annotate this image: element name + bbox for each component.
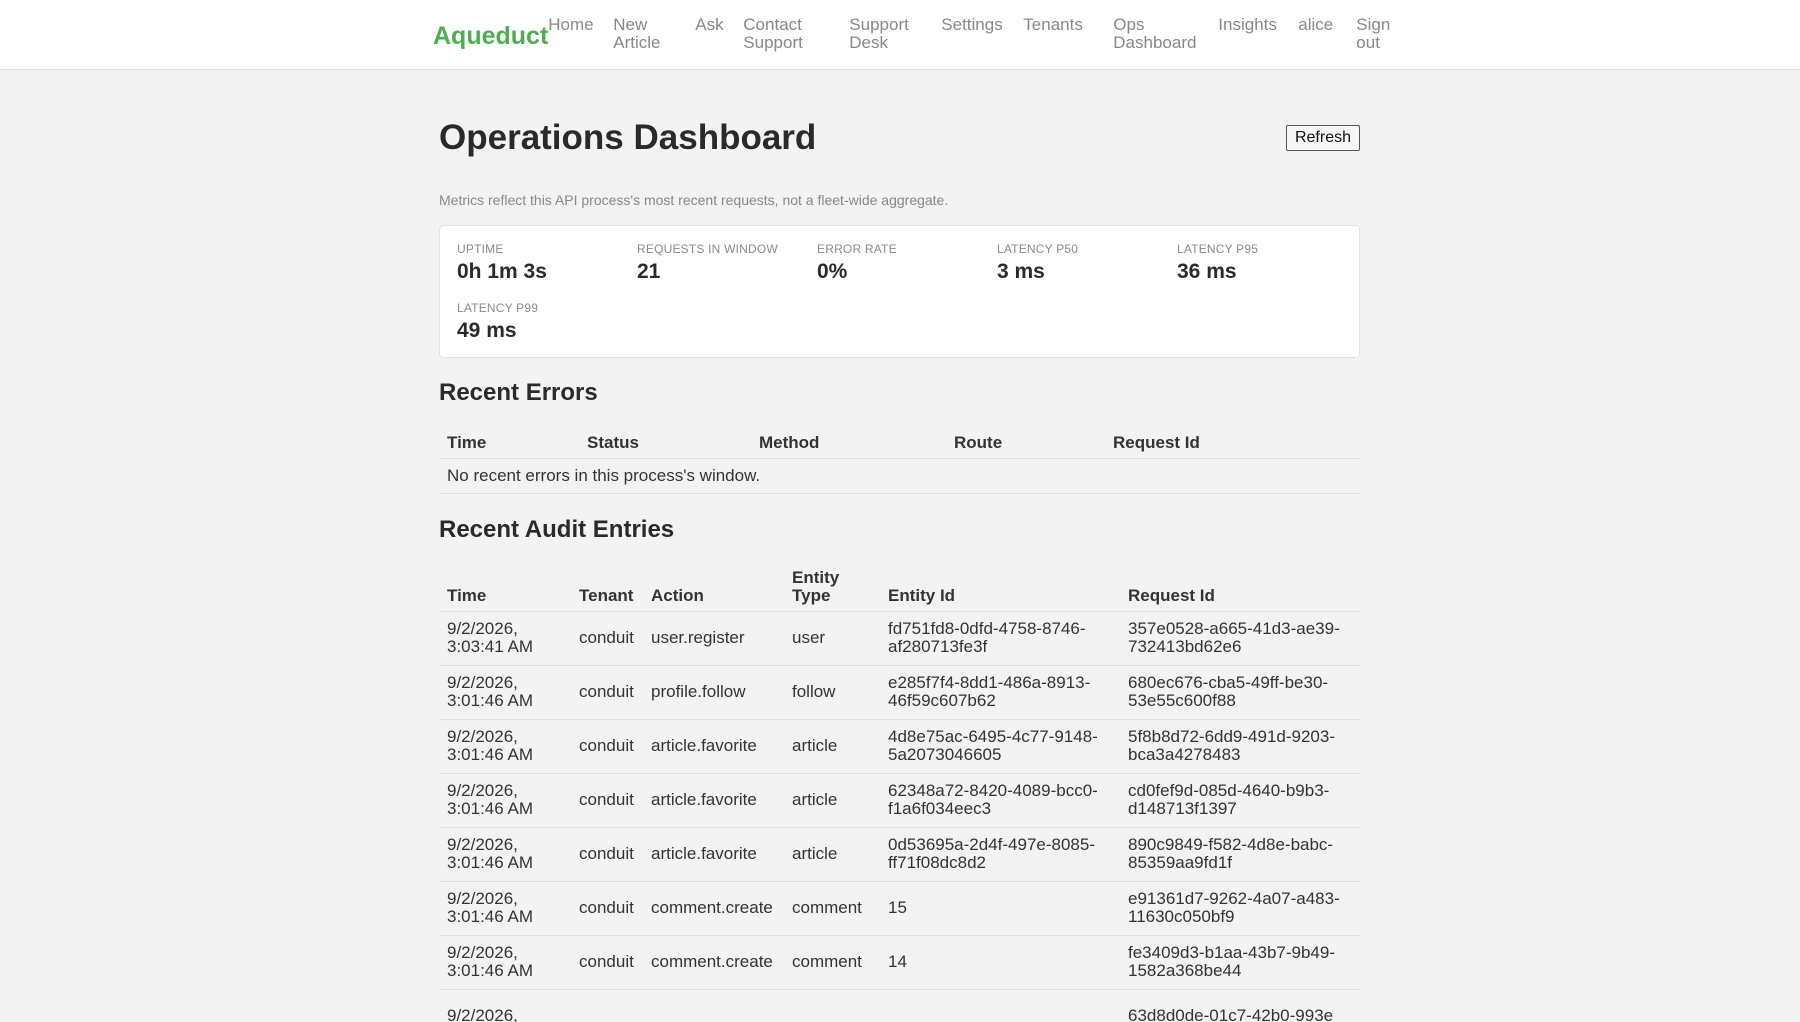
cell-request-id: e91361d7-9262-4a07-a483-11630c050bf9	[1120, 881, 1360, 935]
cell-entity-id: 0d53695a-2d4f-497e-8085-ff71f08dc8d2	[880, 827, 1120, 881]
metric-value: 36 ms	[1177, 260, 1237, 283]
page-title: Operations Dashboard	[439, 118, 817, 157]
cell-action: comment.create	[643, 881, 784, 935]
metric-error-rate	[817, 242, 997, 284]
cell-action: article.favorite	[643, 773, 784, 827]
table-row	[439, 881, 1360, 935]
metric-label: LATENCY P50	[997, 242, 1079, 256]
cell-time: 9/2/2026, 3:01:46 AM	[439, 935, 571, 989]
nav-support-desk[interactable]: Support Desk	[849, 15, 909, 52]
cell-request-id: 890c9849-f582-4d8e-babc-85359aa9fd1f	[1120, 827, 1360, 881]
table-row	[439, 665, 1360, 719]
nav-new-article[interactable]: New Article	[613, 15, 661, 52]
cell-tenant	[571, 989, 643, 1022]
column-header: Route	[946, 425, 1105, 458]
column-header: Status	[579, 425, 751, 458]
recent-errors-heading: Recent Errors	[439, 379, 598, 406]
cell-tenant: conduit	[571, 773, 643, 827]
cell-time: 9/2/2026, 3:01:46 AM	[439, 719, 571, 773]
metric-label: ERROR RATE	[817, 242, 897, 256]
cell-tenant: conduit	[571, 881, 643, 935]
column-header: Time	[439, 425, 579, 458]
metric-value: 0h 1m 3s	[457, 260, 547, 283]
cell-entity-id: fd751fd8-0dfd-4758-8746-af280713fe3f	[880, 611, 1120, 665]
metric-value: 3 ms	[997, 260, 1045, 283]
main-content	[439, 70, 1360, 1022]
cell-entity-id: e285f7f4-8dd1-486a-8913-46f59c607b62	[880, 665, 1120, 719]
metric-value: 0%	[817, 260, 848, 283]
metric-value: 49 ms	[457, 319, 517, 342]
cell-entity-type: article	[784, 827, 880, 881]
column-header: Request Id	[1120, 563, 1360, 612]
nav-user-alice[interactable]: alice	[1298, 15, 1334, 34]
cell-tenant: conduit	[571, 719, 643, 773]
cell-time: 9/2/2026, 3:01:46 AM	[439, 665, 571, 719]
table-row	[439, 611, 1360, 665]
cell-entity-id: 62348a72-8420-4089-bcc0-f1a6f034eec3	[880, 773, 1120, 827]
table-row	[439, 989, 1360, 1022]
metrics-panel	[439, 225, 1360, 358]
table-row	[439, 773, 1360, 827]
metric-label: LATENCY P99	[457, 301, 539, 315]
cell-entity-type	[784, 989, 880, 1022]
table-row	[439, 935, 1360, 989]
nav-tenants[interactable]: Tenants	[1023, 15, 1083, 34]
brand-logo[interactable]: Aqueduct	[433, 22, 549, 50]
cell-time: 9/2/2026, 3:03:41 AM	[439, 611, 571, 665]
cell-tenant: conduit	[571, 611, 643, 665]
cell-action: article.favorite	[643, 827, 784, 881]
cell-entity-id: 14	[880, 935, 1120, 989]
cell-request-id: 63d8d0de-01c7-42b0-993e	[1120, 989, 1360, 1022]
empty-state-message: No recent errors in this process's window.	[439, 458, 1360, 493]
column-header: Entity Id	[880, 563, 1120, 612]
cell-entity-type: article	[784, 773, 880, 827]
cell-entity-id	[880, 989, 1120, 1022]
cell-time: 9/2/2026, 3:01:46 AM	[439, 773, 571, 827]
metric-label: LATENCY P95	[1177, 242, 1259, 256]
metric-latency-p50	[997, 242, 1177, 284]
cell-request-id: 5f8b8d72-6dd9-491d-9203-bca3a4278483	[1120, 719, 1360, 773]
cell-request-id: 357e0528-a665-41d3-ae39-732413bd62e6	[1120, 611, 1360, 665]
cell-entity-id: 15	[880, 881, 1120, 935]
audit-rows	[439, 611, 1360, 1022]
cell-action: user.register	[643, 611, 784, 665]
cell-action: comment.create	[643, 935, 784, 989]
metric-latency-p99	[457, 301, 637, 343]
nav-sign-out[interactable]: Sign out	[1356, 15, 1391, 52]
cell-tenant: conduit	[571, 935, 643, 989]
column-header: Action	[643, 563, 784, 612]
top-nav-bar	[0, 0, 1800, 70]
nav-home[interactable]: Home	[548, 15, 594, 34]
recent-errors-table	[439, 425, 1360, 494]
column-header: Method	[751, 425, 946, 458]
table-row	[439, 458, 1360, 493]
metric-label: REQUESTS IN WINDOW	[637, 242, 778, 256]
table-row	[439, 719, 1360, 773]
column-header: Request Id	[1105, 425, 1360, 458]
cell-entity-type: comment	[784, 881, 880, 935]
cell-entity-type: user	[784, 611, 880, 665]
nav-insights[interactable]: Insights	[1218, 15, 1277, 34]
cell-request-id: cd0fef9d-085d-4640-b9b3-d148713f1397	[1120, 773, 1360, 827]
nav-ask[interactable]: Ask	[695, 15, 724, 34]
metric-latency-p95	[1177, 242, 1357, 284]
main-nav	[548, 16, 1396, 52]
table-row	[439, 827, 1360, 881]
cell-request-id: fe3409d3-b1aa-43b7-9b49-1582a368be44	[1120, 935, 1360, 989]
cell-tenant: conduit	[571, 827, 643, 881]
column-header: Tenant	[571, 563, 643, 612]
cell-time: 9/2/2026, 3:01:46 AM	[439, 881, 571, 935]
cell-tenant: conduit	[571, 665, 643, 719]
metrics-note: Metrics reflect this API process's most recent requests, not a fleet-wide aggregate.	[439, 192, 949, 208]
metric-uptime	[457, 242, 637, 284]
metric-value: 21	[637, 260, 661, 283]
recent-audit-table	[439, 563, 1360, 1022]
cell-entity-type: follow	[784, 665, 880, 719]
cell-entity-id: 4d8e75ac-6495-4c77-9148-5a2073046605	[880, 719, 1120, 773]
nav-contact-support[interactable]: Contact Support	[743, 15, 803, 52]
cell-request-id: 680ec676-cba5-49ff-be30-53e55c600f88	[1120, 665, 1360, 719]
column-header: Time	[439, 563, 571, 612]
cell-entity-type: article	[784, 719, 880, 773]
metric-requests	[637, 242, 817, 284]
cell-entity-type: comment	[784, 935, 880, 989]
nav-settings[interactable]: Settings	[941, 15, 1003, 34]
refresh-button[interactable]: Refresh	[1286, 125, 1360, 151]
nav-ops-dashboard[interactable]: Ops Dashboard	[1113, 15, 1197, 52]
cell-action	[643, 989, 784, 1022]
cell-action: profile.follow	[643, 665, 784, 719]
cell-time: 9/2/2026,	[439, 989, 571, 1022]
column-header: Entity Type	[784, 563, 880, 612]
recent-audit-heading: Recent Audit Entries	[439, 515, 675, 543]
cell-action: article.favorite	[643, 719, 784, 773]
metric-label: UPTIME	[457, 242, 504, 256]
cell-time: 9/2/2026, 3:01:46 AM	[439, 827, 571, 881]
